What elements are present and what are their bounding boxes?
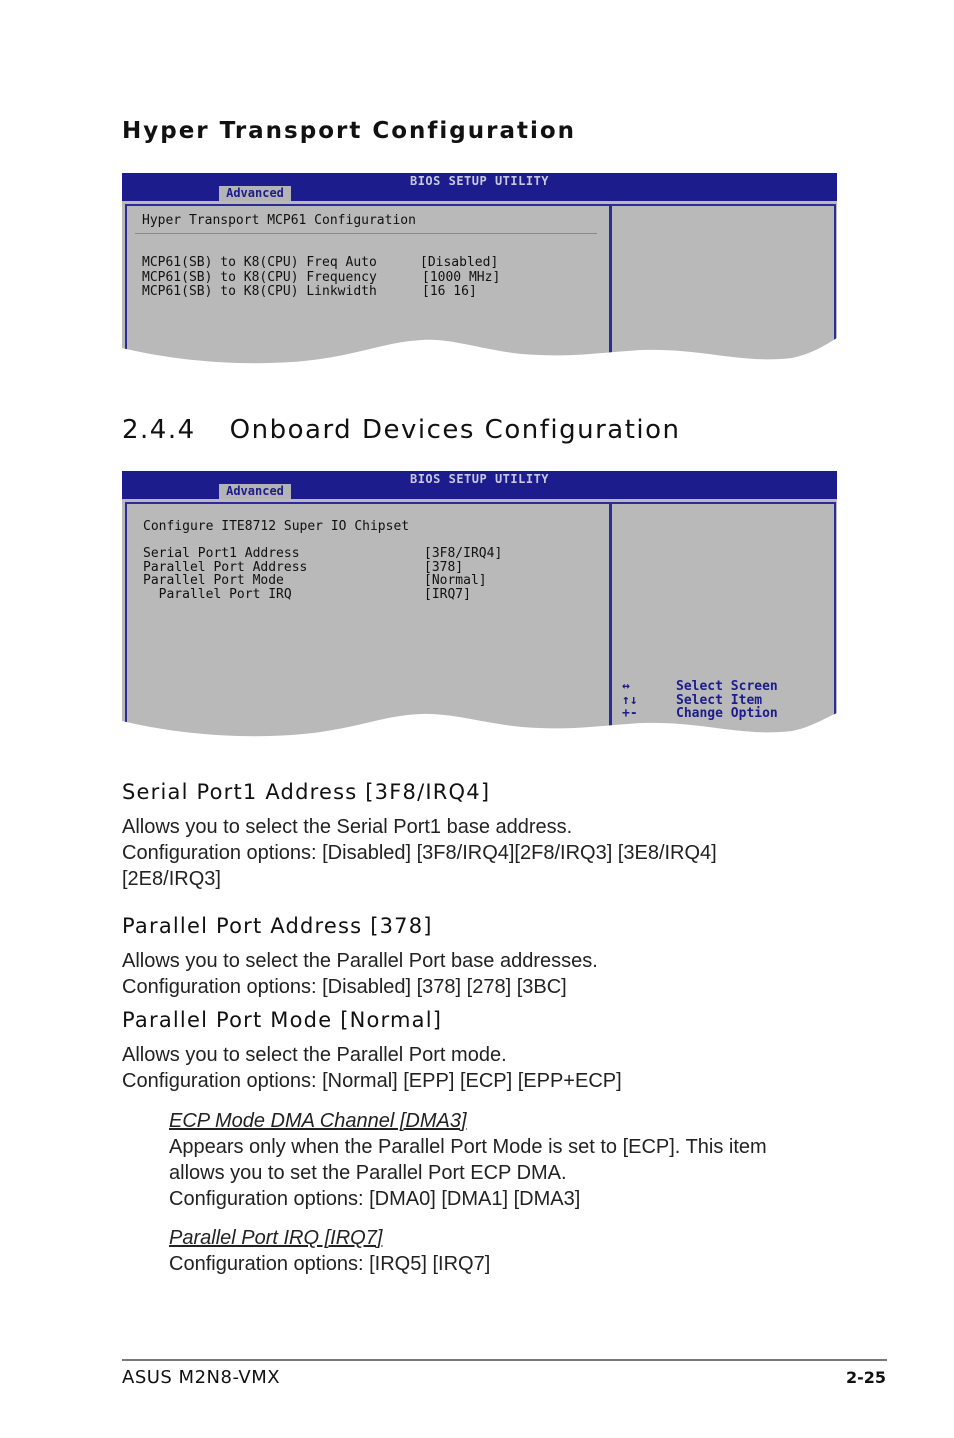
bios-tab-advanced[interactable]: Advanced bbox=[219, 186, 291, 201]
para-parallel-port-address: Allows you to select the Parallel Port base addresses. Configuration options: [Disabled] [378] [278] [3BC] bbox=[122, 950, 598, 998]
heading-parallel-port-address: Parallel Port Address [378] bbox=[122, 914, 433, 938]
subsection-ecp-mode-dma: ECP Mode DMA Channel [DMA3] Appears only when the Parallel Port Mode is set to [ECP]. This item allows you to set the Parallel Port ECP DMA. Configuration options: [DMA0] [DMA1] [DMA3] bbox=[169, 1110, 767, 1210]
bios-title: BIOS SETUP UTILITY bbox=[409, 472, 550, 486]
bios-screen-hyper-transport bbox=[122, 173, 837, 377]
bios-left-pane: Configure ITE8712 Super IO Chipset Serial Port1 Address [3F8/IRQ4] Parallel Port Address [378] Parallel Port Mode [Normal] Parallel Port IRQ [IRQ7] bbox=[125, 502, 611, 740]
para-serial-port1-address: Allows you to select the Serial Port1 base address. Configuration options: [Disabled] [3F8/IRQ4][2F8/IRQ3] [3E8/IRQ4] [2E8/IRQ3] bbox=[122, 816, 717, 890]
bios-panel-title: Hyper Transport MCP61 Configuration bbox=[142, 213, 416, 228]
up-down-arrow-icon: ↑↓ bbox=[622, 692, 638, 708]
bios-divider bbox=[135, 233, 597, 234]
section-heading-onboard-devices bbox=[122, 415, 681, 445]
heading-serial-port1-address: Serial Port1 Address [3F8/IRQ4] bbox=[122, 780, 491, 804]
plus-minus-icon: +- bbox=[622, 706, 638, 721]
torn-edge-graphic bbox=[122, 338, 837, 377]
bios-title: BIOS SETUP UTILITY bbox=[409, 174, 550, 188]
left-right-arrow-icon: ↔ bbox=[622, 679, 630, 694]
footer-product-name: ASUS M2N8-VMX bbox=[122, 1367, 281, 1388]
heading-parallel-port-irq: Parallel Port IRQ [IRQ7] bbox=[169, 1227, 383, 1249]
para-parallel-port-mode: Allows you to select the Parallel Port mode. Configuration options: [Normal] [EPP] [ECP] [EPP+ECP] bbox=[122, 1044, 622, 1092]
heading-parallel-port-mode: Parallel Port Mode [Normal] bbox=[122, 1008, 443, 1032]
heading-ecp-mode-dma: ECP Mode DMA Channel [DMA3] bbox=[169, 1110, 467, 1132]
torn-edge-graphic bbox=[122, 713, 837, 751]
footer-rule bbox=[122, 1359, 887, 1361]
bios-panel-title: Configure ITE8712 Super IO Chipset bbox=[143, 519, 410, 534]
section-number: 2.4.4 bbox=[122, 415, 196, 445]
bios-screen-onboard-devices bbox=[122, 471, 837, 751]
footer-page-number: 2-25 bbox=[845, 1368, 886, 1387]
bios-right-pane: ↔ Select Screen ↑↓ Select Item +- Change Option bbox=[610, 502, 836, 740]
bios-tab-advanced[interactable]: Advanced bbox=[219, 484, 291, 499]
section-title: Onboard Devices Configuration bbox=[229, 415, 681, 445]
bios-left-pane: Hyper Transport MCP61 Configuration MCP61(SB) to K8(CPU) Freq Auto [Disabled] MCP61(SB) to K8(CPU) Frequency [1000 MHz] MCP61(SB) to K8(CPU) Linkwidth [16 16] bbox=[125, 204, 611, 366]
subsection-parallel-port-irq: Parallel Port IRQ [IRQ7] Configuration options: [IRQ5] [IRQ7] bbox=[169, 1227, 491, 1275]
section-heading-hyper-transport: Hyper Transport Configuration bbox=[122, 118, 577, 144]
